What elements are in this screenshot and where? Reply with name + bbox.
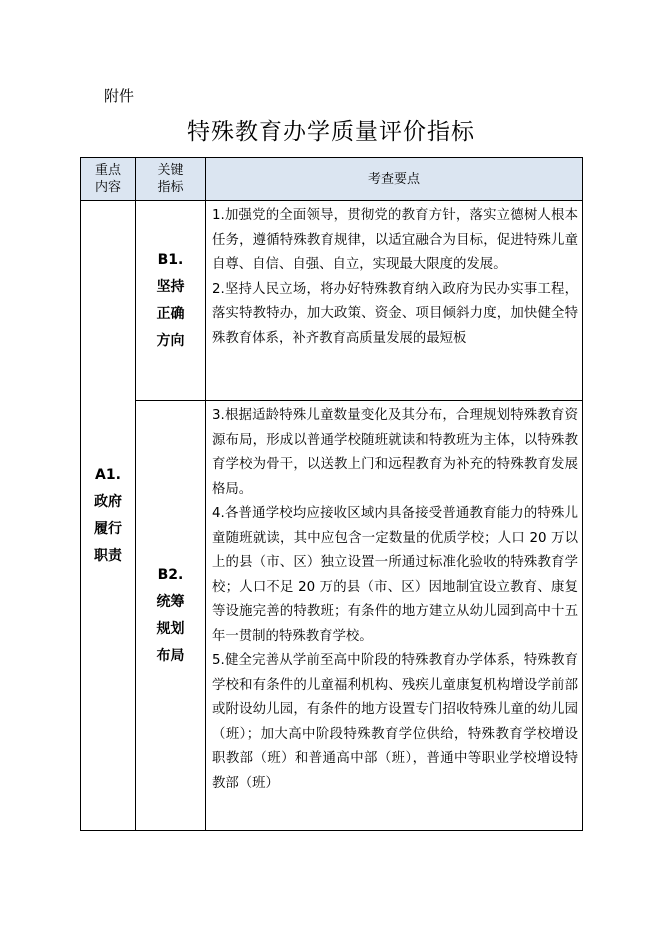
assessment-points-b1 — [206, 201, 583, 401]
assessment-point: 3.根据适龄特殊儿童数量变化及其分布，合理规划特殊教育资源布局，形成以普通学校随班就读和特教班为主体，以特殊教育学校为骨干，以送教上门和远程教育为补充的特殊教育发展格局。 — [212, 408, 578, 497]
section-a1-cell: A1. 政府 履行 职责 — [81, 201, 136, 831]
section-a1-code: A1. — [95, 466, 121, 483]
header-key-indicator: 关键 指标 — [136, 158, 206, 201]
table-row — [81, 201, 583, 401]
table-row — [81, 401, 583, 831]
evaluation-table — [80, 157, 583, 831]
assessment-point: 1.加强党的全面领导，贯彻党的教育方针，落实立德树人根本任务，遵循特殊教育规律，以适宜融合为目标，促进特殊儿童自尊、自信、自强、自立，实现最大限度的发展。 — [212, 208, 578, 272]
assessment-point: 5.健全完善从学前至高中阶段的特殊教育办学体系，特殊教育学校和有条件的儿童福利机构、残疾儿童康复机构增设学前部或附设幼儿园，有条件的地方设置专门招收特殊儿童的幼儿园（班）；加大高中阶段特殊教育学位供给，特殊教育学校增设职教部（班）和普通高中部（班），普通中等职业学校增设特教部（班） — [212, 653, 578, 791]
document-title: 特殊教育办学质量评价指标 — [187, 119, 475, 145]
key-indicator-b2: B2. 统筹 规划 布局 — [136, 401, 206, 831]
assessment-points-b2 — [206, 401, 583, 831]
key-indicator-b1: B1. 坚持 正确 方向 — [136, 201, 206, 401]
header-assessment-points: 考查要点 — [206, 158, 583, 201]
assessment-point: 2.坚持人民立场，将办好特殊教育纳入政府为民办实事工程，落实特教特办，加大政策、资金、项目倾斜力度，加快健全特殊教育体系，补齐教育高质量发展的最短板 — [212, 281, 578, 346]
header-key-content: 重点 内容 — [81, 158, 136, 201]
table-header-row — [81, 158, 583, 201]
attachment-label: 附件 — [104, 87, 135, 105]
assessment-point: 4.各普通学校均应接收区域内具备接受普通教育能力的特殊儿童随班就读，其中应包含一定数量的优质学校；人口 20 万以上的县（市、区）独立设置一所通过标准化验收的特殊教育学校；人口不足 20 万的县（市、区）因地制宜设立教育、康复等设施完善的特教班；有条件的地方建立从幼儿园到高中十五年一贯制的特殊教育学校。 — [212, 506, 578, 644]
